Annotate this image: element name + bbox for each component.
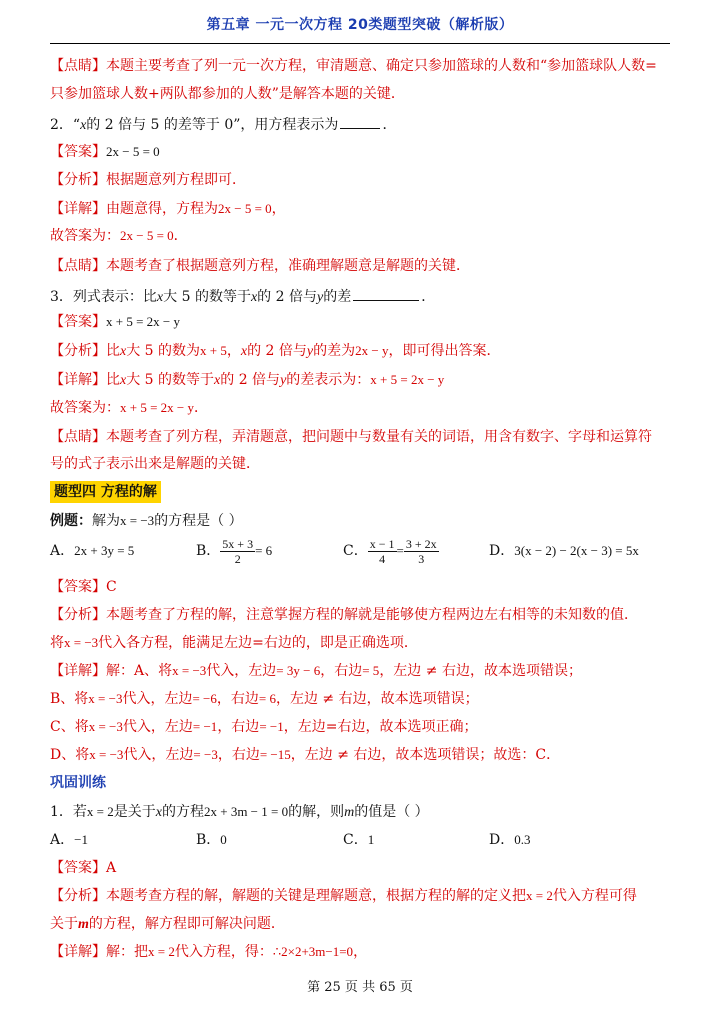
option-rhs: = 6 [255,543,273,558]
detail-text: ，右边 [217,747,260,763]
option-label: A． [50,543,75,559]
detail-text: C、将 [50,719,89,735]
detail-text: B、将 [50,691,89,707]
q-text: 的解，则 [288,804,345,820]
example-detail-a [50,661,672,681]
detail-math: = 6 [258,691,276,706]
q2-var-x: x [80,118,87,133]
example-answer: 【答案】C [50,579,117,595]
point-note-line-2: 只参加篮球人数+两队都参加的人数”是解答本题的关键． [50,86,405,102]
example-option-d [489,541,639,561]
detail-text: ， [353,944,368,960]
q3-answer-blank [353,286,419,301]
analysis-text: 【分析】本题考查方程的解，解题的关键是理解题意，根据方程的解的定义把 [50,888,526,904]
option-label: A． [50,832,75,848]
header-rule [50,43,670,44]
detail-math: = −1 [259,719,284,734]
example-detail-b [50,689,672,709]
q-text: 1．若 [50,804,87,820]
q3-analysis-b: 大 5 的数为 [126,343,201,359]
practice-option-d [489,830,530,850]
detail-math: = −15 [259,747,291,762]
q2-answer-blank [340,114,380,129]
q3-analysis-a: 【分析】比 [50,343,120,359]
q3-answer-line [50,312,672,332]
practice-heading: 巩固训练 [50,775,106,791]
page-footer: 第 25 页 共 65 页 [307,980,413,995]
detail-text: 【详解】解：A、将 [50,663,173,679]
q3-detail-c: 的 2 倍与 [220,372,281,388]
q3-detail-math: x + 5 = 2x − y [370,372,445,387]
option-label: C． [343,832,368,848]
option-fraction [220,537,255,566]
analysis2-math: x = −3 [64,635,99,650]
q2-conclusion [50,226,672,246]
analysis2-b: 代入各方程，能满足左边=右边的，即是正确选项． [98,635,418,651]
option-value: 1 [367,832,375,847]
q2-detail [50,199,672,219]
q3-var-x2: x [250,290,258,305]
q3-text-e: ． [421,289,436,305]
detail-math: = −1 [192,719,218,734]
option-label: B． [196,543,221,559]
option-fraction-left [368,537,397,566]
example-option-a [50,541,134,561]
example-math: x = −3 [120,513,155,528]
detail-text: 【详解】解：把 [50,944,148,960]
q2-analysis: 【分析】根据题意列方程即可． [50,172,246,188]
example-text-b: 的方程是（ ） [154,513,243,529]
q3-var-y: y [316,290,324,305]
q3-conclusion [50,398,672,418]
answer-tag: 【答案】 [50,144,106,160]
detail-text: 代入，左边 [123,747,194,763]
q2-answer-math: 2x − 5 = 0 [106,144,160,159]
option-label: D． [489,832,515,848]
q3-text-d: 的差 [323,289,352,305]
q3-analysis-math-2: 2x − y [355,343,389,358]
detail-text: 代入，左边 [206,663,277,679]
fraction-denominator: 3 [418,551,425,566]
example-analysis-1: 【分析】本题考查了方程的解，注意掌握方程的解就是能够使方程两边左右相等的未知数的值． [50,607,638,623]
q3-point-note-2: 号的式子表示出来是解题的关键． [50,456,260,472]
q3-detail-b: 大 5 的数等于 [126,372,215,388]
example-label: 例题： [50,513,92,529]
detail-text: 代入方程，得： [174,944,273,960]
detail-text: ，左边=右边，故本选项正确； [283,719,478,735]
example-analysis-2 [50,633,672,653]
q3-detail-d: 的差表示为： [286,372,371,388]
detail-text: ，左边 ≠ 右边，故本选项错误； [275,691,479,707]
option-label: D． [489,543,515,559]
q2-conclusion-text-a: 故答案为： [50,228,120,244]
detail-math: ∴2×2+3m−1=0 [272,944,354,959]
practice-question-1 [50,802,672,822]
practice-answer: 【答案】A [50,860,117,876]
analysis-math: x = 2 [526,888,553,903]
fraction-denominator: 2 [234,551,241,566]
q3-detail-a: 【详解】比 [50,372,120,388]
option-math: 2x + 3y = 5 [74,543,135,558]
option-value: 0 [220,832,227,847]
q2-detail-math: 2x − 5 = 0 [218,201,272,216]
q2-detail-text-a: 【详解】由题意得，方程为 [50,201,218,217]
detail-text: ，右边 [217,719,260,735]
q3-detail-x2: x [214,373,221,388]
q3-analysis-c: ， [226,343,241,359]
q-text: 是关于 [113,804,156,820]
question-3 [50,286,672,306]
q3-text-b: 大 5 的数等于 [163,289,251,305]
q-text: 的值是（ ） [354,804,429,820]
option-label: C． [343,543,368,559]
q-math: 2x + 3m − 1 = 0 [203,804,289,819]
q3-answer-math: x + 5 = 2x − y [106,314,180,329]
q3-conclusion-math: x + 5 = 2x − y [120,400,194,415]
q-var: m [344,805,355,820]
q3-analysis [50,341,672,361]
detail-math: = −3 [193,747,218,762]
option-fraction-right [404,537,439,566]
q3-conclusion-b: ． [194,400,208,416]
analysis-text: 的方程，解方程即可解决问题． [88,916,285,932]
q3-detail-x: x [120,373,127,388]
example-text-a: 解为 [92,513,120,529]
practice-analysis-1 [50,886,672,906]
option-label: B． [196,832,221,848]
question-2 [50,114,672,134]
practice-detail [50,942,672,962]
fraction-numerator: 5x + 3 [222,536,254,551]
q2-conclusion-text-b: ． [173,228,188,244]
q3-point-note-1: 【点睛】本题考查了列方程，弄清题意，把问题中与数量有关的词语，用含有数字、字母和运算符 [50,429,652,445]
detail-math: = 3y − 6 [276,663,321,678]
q3-text-c: 的 2 倍与 [257,289,317,305]
option-value: −1 [74,832,88,847]
q3-analysis-x: x [120,344,127,359]
analysis-text: 代入方程可得 [552,888,637,904]
q3-analysis-d: 的 2 倍与 [247,343,307,359]
example-option-b [196,534,272,568]
section-heading-4: 题型四 方程的解 [50,481,161,503]
analysis-var: m [78,917,89,932]
q-text: 的方程 [161,804,204,820]
option-math: 3(x − 2) − 2(x − 3) = 5x [514,543,639,558]
detail-math: = −6 [192,691,217,706]
example-detail-c [50,717,672,737]
q-math: x = 2 [86,804,114,819]
detail-text: ，右边 [320,663,363,679]
fraction-denominator: 4 [379,551,386,566]
answer-tag: 【答案】 [50,314,106,330]
detail-text: ，左边 ≠ 右边，故本选项错误；故选：C． [290,747,561,763]
q3-analysis-x2: x [240,344,248,359]
detail-math: x = −3 [88,719,123,734]
detail-text: 代入，左边 [122,719,193,735]
q3-text-a: 3．列式表示：比 [50,289,157,305]
point-note-line-1: 【点睛】本题主要考查了列一元一次方程，审清题意、确定只参加篮球的人数和“参加篮球队人数= [50,58,657,74]
detail-text: ，左边 ≠ 右边，故本选项错误； [379,663,582,679]
q2-point-note: 【点睛】本题考查了根据题意列方程，准确理解题意是解题的关键． [50,258,470,274]
detail-text: D、将 [50,747,90,763]
q3-conclusion-a: 故答案为： [50,400,120,416]
practice-option-a [50,830,88,850]
q3-analysis-y: y [306,344,314,359]
q2-text-b: 的 2 倍与 5 的差等于 0”，用方程表示为 [86,117,339,133]
example-detail-d [50,745,672,765]
q2-detail-text-b: ， [271,201,286,217]
detail-text: 代入，左边 [122,691,193,707]
detail-math: x = −3 [89,747,124,762]
practice-analysis-2 [50,914,672,934]
fraction-numerator: x − 1 [369,536,395,551]
detail-math: x = −3 [88,691,123,706]
q3-detail-y: y [280,373,287,388]
q3-analysis-math-1: x + 5 [200,343,227,358]
detail-math: = 5 [362,663,380,678]
q-var: x [155,805,162,820]
q2-answer-line [50,142,672,162]
analysis2-a: 将 [50,635,64,651]
q2-text-a: 2．“ [50,117,81,133]
example-option-c [343,534,439,568]
detail-math: x = −3 [172,663,207,678]
option-equals: = [396,543,404,558]
q3-analysis-e: 的差为 [313,343,356,359]
practice-option-b [196,830,227,850]
page-header-title: 第五章 一元一次方程 20类题型突破（解析版） [206,17,514,33]
option-value: 0.3 [514,832,531,847]
q3-var-x: x [156,290,164,305]
q3-analysis-f: ，即可得出答案． [388,343,501,359]
detail-math: x = 2 [148,944,175,959]
q3-detail [50,370,672,390]
q2-text-c: ． [382,117,397,133]
practice-option-c [343,830,374,850]
detail-text: ，右边 [216,691,259,707]
q2-conclusion-math: 2x − 5 = 0 [120,228,174,243]
analysis-text: 关于 [50,916,78,932]
example-question [50,511,672,531]
fraction-numerator: 3 + 2x [405,536,437,551]
